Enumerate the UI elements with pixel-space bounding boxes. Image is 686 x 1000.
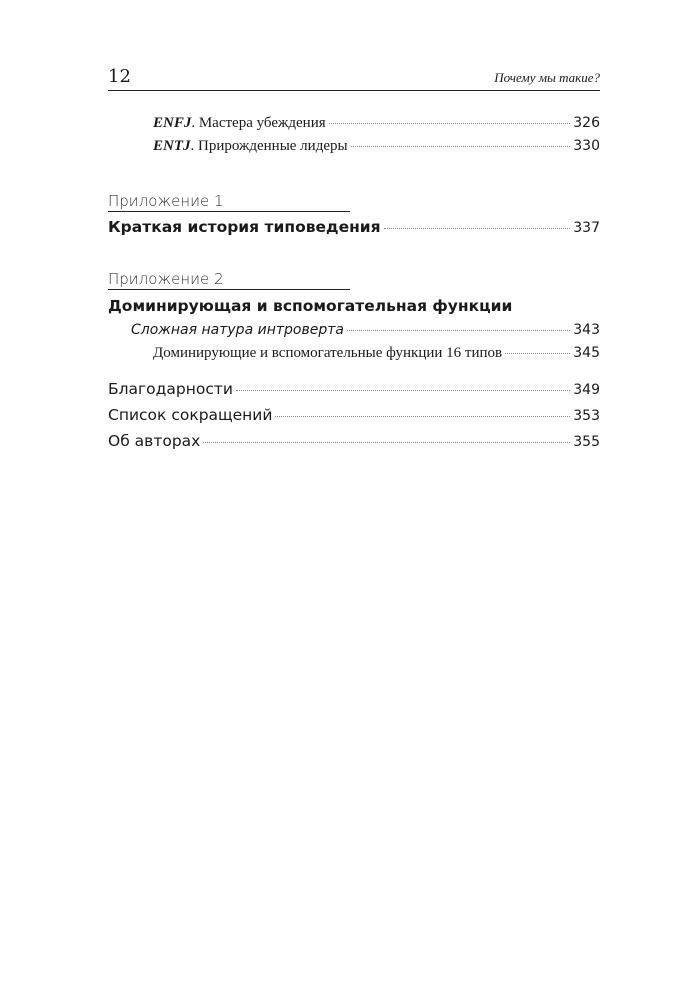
entry-title: Краткая история типоведения	[108, 218, 381, 236]
leader-dots	[203, 442, 570, 443]
appendix-1-label: Приложение 1	[108, 192, 350, 212]
type-code: ENTJ	[153, 138, 191, 154]
toc-entry-functions-16[interactable]	[153, 345, 600, 362]
running-title: Почему мы такие?	[494, 70, 600, 85]
appendix-2-label: Приложение 2	[108, 270, 350, 290]
leader-dots	[329, 123, 571, 124]
entry-title: Сложная натура интроверта	[131, 322, 344, 338]
toc-entry-enfj[interactable]	[153, 115, 600, 132]
toc-entry-appendix-1[interactable]	[108, 218, 600, 236]
appendix-2-title[interactable]: Доминирующая и вспомогательная функции	[108, 297, 513, 315]
entry-title: . Прирожденные лидеры	[190, 138, 348, 154]
page-header	[108, 60, 600, 91]
leader-dots	[384, 228, 571, 229]
entry-title: Доминирующие и вспомогательные функции 16 типов	[153, 345, 503, 361]
toc-entry-introvert[interactable]	[131, 322, 600, 338]
entry-page: 337	[573, 220, 600, 236]
entry-page: 330	[573, 138, 600, 154]
leader-dots	[351, 146, 571, 147]
toc-entry-abbreviations[interactable]	[108, 406, 600, 424]
toc-entry-authors[interactable]	[108, 432, 600, 450]
leader-dots	[275, 416, 570, 417]
type-code: ENFJ	[153, 115, 192, 131]
entry-page: 343	[573, 322, 600, 338]
entry-page: 349	[573, 382, 600, 398]
toc-entry-thanks[interactable]	[108, 380, 600, 398]
entry-page: 345	[573, 345, 600, 361]
entry-title: Об авторах	[108, 432, 201, 450]
leader-dots	[236, 390, 570, 391]
entry-title: . Мастера убеждения	[191, 115, 326, 131]
entry-page: 355	[573, 434, 600, 450]
entry-title: Список сокращений	[108, 406, 273, 424]
page-number: 12	[108, 66, 131, 87]
entry-title: Благодарности	[108, 380, 233, 398]
entry-page: 326	[573, 115, 600, 131]
leader-dots	[505, 353, 570, 354]
leader-dots	[347, 330, 570, 331]
entry-page: 353	[573, 408, 600, 424]
toc-entry-entj[interactable]	[153, 138, 600, 155]
